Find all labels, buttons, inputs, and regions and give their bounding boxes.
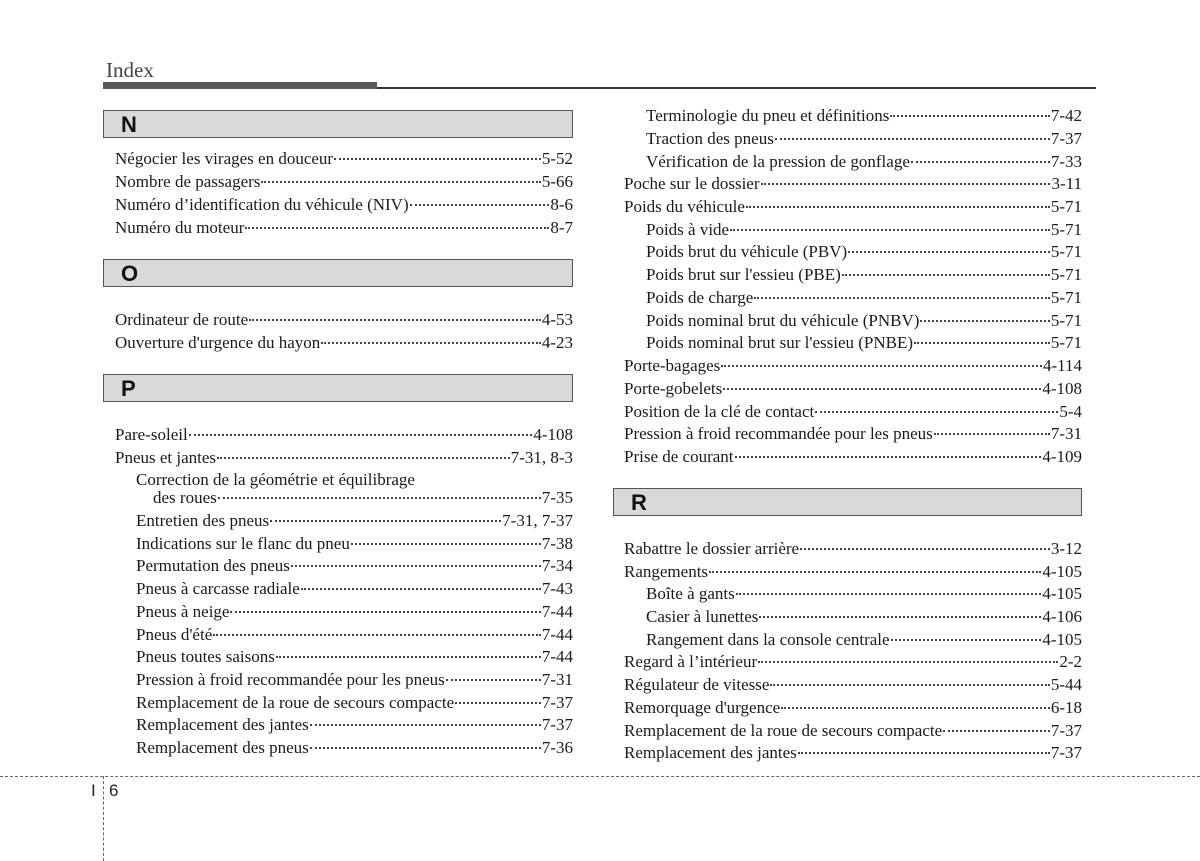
- index-entry: Permutation des pneus 7-34: [136, 556, 573, 575]
- index-entry: Négocier les virages en douceur 5-52: [115, 149, 573, 168]
- index-entry: Pneus à carcasse radiale 7-43: [136, 579, 573, 598]
- index-entry-line1: Correction de la géométrie et équilibrage: [136, 470, 415, 489]
- section-letter: N: [121, 112, 137, 137]
- index-entry: Poids brut sur l'essieu (PBE) 5-71: [646, 265, 1082, 284]
- index-entry: Terminologie du pneu et définitions 7-42: [646, 106, 1082, 125]
- index-entry: Pression à froid recommandée pour les pneus 7-31: [136, 670, 573, 689]
- index-entry: Regard à l’intérieur 2-2: [624, 652, 1082, 671]
- footer-section-letter: I: [91, 781, 96, 800]
- section-header-o: [103, 259, 573, 287]
- index-entry: Rabattre le dossier arrière 3-12: [624, 539, 1082, 558]
- index-entry: Remplacement des jantes 7-37: [136, 715, 573, 734]
- page-number: 6: [109, 781, 119, 800]
- index-entry: des roues 7-35: [153, 488, 573, 507]
- index-entry: Porte-gobelets 4-108: [624, 379, 1082, 398]
- index-entry: Vérification de la pression de gonflage 7-33: [646, 152, 1082, 171]
- index-entry: Traction des pneus 7-37: [646, 129, 1082, 148]
- index-entry: Remplacement des jantes 7-37: [624, 743, 1082, 762]
- page-title: Index: [106, 58, 154, 82]
- index-entry: Boîte à gants 4-105: [646, 584, 1082, 603]
- index-entry: Poche sur le dossier 3-11: [624, 174, 1082, 193]
- header-rule-thin: [377, 87, 1096, 89]
- index-entry: Poids à vide 5-71: [646, 220, 1082, 239]
- footer-rule: [0, 776, 1200, 777]
- index-entry: Casier à lunettes 4-106: [646, 607, 1082, 626]
- index-entry: Remorquage d'urgence 6-18: [624, 698, 1082, 717]
- index-entry: Numéro du moteur 8-7: [115, 218, 573, 237]
- footer-margin-rule: [103, 776, 104, 861]
- index-entry: Rangements 4-105: [624, 562, 1082, 581]
- index-entry: Pneus à neige 7-44: [136, 602, 573, 621]
- index-entry: Pneus d'été 7-44: [136, 625, 573, 644]
- section-header-n: [103, 110, 573, 138]
- section-header-r: [613, 488, 1082, 516]
- index-entry: Entretien des pneus 7-31, 7-37: [136, 511, 573, 530]
- index-entry: Nombre de passagers 5-66: [115, 172, 573, 191]
- index-entry: Pneus et jantes 7-31, 8-3: [115, 448, 573, 467]
- index-entry: Remplacement de la roue de secours compacte 7-37: [624, 721, 1082, 740]
- index-entry: Poids du véhicule 5-71: [624, 197, 1082, 216]
- index-entry: Poids de charge 5-71: [646, 288, 1082, 307]
- index-entry: Régulateur de vitesse 5-44: [624, 675, 1082, 694]
- index-entry: Ouverture d'urgence du hayon 4-23: [115, 333, 573, 352]
- index-entry: Poids nominal brut sur l'essieu (PNBE) 5-71: [646, 333, 1082, 352]
- index-entry: Pression à froid recommandée pour les pneus 7-31: [624, 424, 1082, 443]
- section-letter: O: [121, 261, 139, 286]
- index-entry: Numéro d’identification du véhicule (NIV) 8-6: [115, 195, 573, 214]
- index-entry: Remplacement de la roue de secours compacte 7-37: [136, 693, 573, 712]
- section-letter: R: [631, 490, 647, 515]
- index-entry: Ordinateur de route 4-53: [115, 310, 573, 329]
- header-rule-thick: [103, 82, 377, 89]
- index-entry: Prise de courant 4-109: [624, 447, 1082, 466]
- index-entry: Pneus toutes saisons 7-44: [136, 647, 573, 666]
- index-entry: Indications sur le flanc du pneu 7-38: [136, 534, 573, 553]
- section-letter: P: [121, 376, 136, 401]
- index-entry: Poids brut du véhicule (PBV) 5-71: [646, 242, 1082, 261]
- index-entry: Position de la clé de contact 5-4: [624, 402, 1082, 421]
- index-entry: Rangement dans la console centrale 4-105: [646, 630, 1082, 649]
- index-entry: Remplacement des pneus 7-36: [136, 738, 573, 757]
- index-entry: Pare-soleil 4-108: [115, 425, 573, 444]
- index-entry: Porte-bagages 4-114: [624, 356, 1082, 375]
- section-header-p: [103, 374, 573, 402]
- index-entry: Poids nominal brut du véhicule (PNBV) 5-71: [646, 311, 1082, 330]
